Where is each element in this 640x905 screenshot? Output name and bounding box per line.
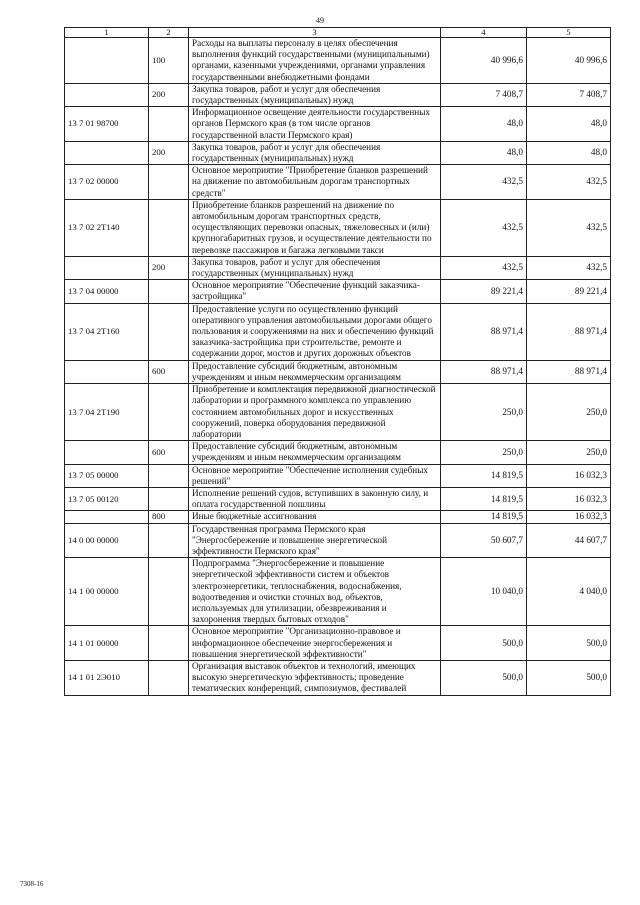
amount-col5-cell: 44 607,7 <box>527 523 611 558</box>
amount-col5-cell: 432,5 <box>527 256 611 279</box>
header-cell: 2 <box>149 28 189 38</box>
amount-col5-cell: 88 971,4 <box>527 303 611 360</box>
amount-col5-cell: 16 032,3 <box>527 487 611 510</box>
expense-type-cell: 800 <box>149 511 189 523</box>
item-name-cell: Информационное освещение деятельности государственных органов Пермского края (в том числе органов государственной власти Пермского края) <box>189 107 441 142</box>
item-name-cell: Подпрограмма "Энергосбережение и повышение энергетической эффективности систем и объектов электроэнергетики, теплоснабжения, водоснабжения, водоотведения и очистки сточных вод, объектов, используемых для утилизации, обезвреживания и захоронения твердых бытовых отходов" <box>189 558 441 626</box>
expense-type-cell <box>149 280 189 303</box>
item-name-cell: Приобретение и комплектация передвижной диагностической лаборатории и программного комплекса по управлению состоянием автомобильных дорог и искусственных сооружений, поверка оборудования передвижной лаборатории <box>189 384 441 441</box>
table-row <box>65 464 611 487</box>
expense-type-cell: 100 <box>149 38 189 84</box>
amount-col5-cell: 432,5 <box>527 199 611 256</box>
amount-col4-cell: 250,0 <box>441 441 527 464</box>
target-code-cell <box>65 38 149 84</box>
item-name-cell: Организация выставок объектов и технологий, имеющих высокую энергетическую эффективность; проведение тематических конференций, симпозиумов, фестивалей <box>189 660 441 695</box>
table-row <box>65 360 611 383</box>
amount-col4-cell: 50 607,7 <box>441 523 527 558</box>
table-row <box>65 38 611 84</box>
amount-col5-cell: 89 221,4 <box>527 280 611 303</box>
target-code-cell: 14 1 01 2Э010 <box>65 660 149 695</box>
item-name-cell: Приобретение бланков разрешений на движение по автомобильным дорогам транспортных средств, осуществляющих перевозки опасных, тяжеловесных и (или) крупногабаритных грузов, и осуществление деятельности по перевозке пассажиров и багажа легковыми такси <box>189 199 441 256</box>
target-code-cell <box>65 441 149 464</box>
table-row <box>65 280 611 303</box>
target-code-cell: 13 7 05 00120 <box>65 487 149 510</box>
target-code-cell <box>65 360 149 383</box>
item-name-cell: Иные бюджетные ассигнования <box>189 511 441 523</box>
amount-col4-cell: 432,5 <box>441 256 527 279</box>
amount-col5-cell: 48,0 <box>527 141 611 164</box>
table-row <box>65 199 611 256</box>
amount-col4-cell: 48,0 <box>441 107 527 142</box>
target-code-cell: 14 1 00 00000 <box>65 558 149 626</box>
target-code-cell <box>65 256 149 279</box>
header-cell: 4 <box>441 28 527 38</box>
target-code-cell: 13 7 04 2Т160 <box>65 303 149 360</box>
item-name-cell: Расходы на выплаты персоналу в целях обеспечения выполнения функций государственными (муниципальными) органами, казенными учреждениями, органами управления государственными внебюджетными фондами <box>189 38 441 84</box>
target-code-cell: 13 7 02 00000 <box>65 165 149 200</box>
expense-type-cell <box>149 303 189 360</box>
amount-col5-cell: 16 032,3 <box>527 464 611 487</box>
amount-col4-cell: 40 996,6 <box>441 38 527 84</box>
document-footer-code: 7308-16 <box>20 880 44 888</box>
item-name-cell: Основное мероприятие "Приобретение бланков разрешений на движение по автомобильным дорогам транспортных средств" <box>189 165 441 200</box>
amount-col5-cell: 432,5 <box>527 165 611 200</box>
item-name-cell: Закупка товаров, работ и услуг для обеспечения государственных (муниципальных) нужд <box>189 83 441 106</box>
expense-type-cell <box>149 107 189 142</box>
item-name-cell: Предоставление субсидий бюджетным, автономным учреждениям и иным некоммерческим организациям <box>189 441 441 464</box>
amount-col4-cell: 432,5 <box>441 199 527 256</box>
expense-type-cell: 600 <box>149 441 189 464</box>
table-row <box>65 511 611 523</box>
amount-col4-cell: 250,0 <box>441 384 527 441</box>
amount-col4-cell: 500,0 <box>441 626 527 661</box>
item-name-cell: Государственная программа Пермского края "Энергосбережение и повышение энергетической эффективности Пермского края" <box>189 523 441 558</box>
table-row <box>65 384 611 441</box>
amount-col5-cell: 40 996,6 <box>527 38 611 84</box>
expense-type-cell <box>149 660 189 695</box>
amount-col4-cell: 14 819,5 <box>441 464 527 487</box>
item-name-cell: Закупка товаров, работ и услуг для обеспечения государственных (муниципальных) нужд <box>189 141 441 164</box>
amount-col4-cell: 48,0 <box>441 141 527 164</box>
table-row <box>65 626 611 661</box>
target-code-cell: 13 7 01 98700 <box>65 107 149 142</box>
table-row <box>65 141 611 164</box>
expense-type-cell <box>149 199 189 256</box>
expense-type-cell <box>149 523 189 558</box>
amount-col4-cell: 88 971,4 <box>441 303 527 360</box>
target-code-cell: 14 1 01 00000 <box>65 626 149 661</box>
table-row <box>65 107 611 142</box>
budget-table <box>64 27 611 696</box>
header-row <box>65 28 611 38</box>
item-name-cell: Исполнение решений судов, вступивших в законную силу, и оплата государственной пошлины <box>189 487 441 510</box>
expense-type-cell: 200 <box>149 141 189 164</box>
item-name-cell: Основное мероприятие "Обеспечение исполнения судебных решений" <box>189 464 441 487</box>
expense-type-cell <box>149 384 189 441</box>
amount-col5-cell: 7 408,7 <box>527 83 611 106</box>
target-code-cell: 13 7 04 00000 <box>65 280 149 303</box>
amount-col4-cell: 432,5 <box>441 165 527 200</box>
target-code-cell: 13 7 05 00000 <box>65 464 149 487</box>
item-name-cell: Предоставление субсидий бюджетным, автономным учреждениям и иным некоммерческим организациям <box>189 360 441 383</box>
target-code-cell <box>65 511 149 523</box>
amount-col4-cell: 14 819,5 <box>441 511 527 523</box>
target-code-cell <box>65 83 149 106</box>
expense-type-cell <box>149 626 189 661</box>
expense-type-cell: 200 <box>149 83 189 106</box>
target-code-cell <box>65 141 149 164</box>
amount-col5-cell: 250,0 <box>527 384 611 441</box>
header-cell: 3 <box>189 28 441 38</box>
target-code-cell: 13 7 04 2Т190 <box>65 384 149 441</box>
item-name-cell: Основное мероприятие "Обеспечение функций заказчика-застройщика" <box>189 280 441 303</box>
table-row <box>65 523 611 558</box>
header-cell: 1 <box>65 28 149 38</box>
amount-col5-cell: 16 032,3 <box>527 511 611 523</box>
amount-col5-cell: 4 040,0 <box>527 558 611 626</box>
item-name-cell: Предоставление услуги по осуществлению функций оперативного управления автомобильными дорогами общего пользования и сооружениями на них и обеспечению функций заказчика-застройщика при строительстве, ремонте и содержании дорог, мостов и других дорожных объектов <box>189 303 441 360</box>
amount-col5-cell: 500,0 <box>527 660 611 695</box>
item-name-cell: Основное мероприятие "Организационно-правовое и информационное обеспечение энергосбережения и повышения энергетической эффективности" <box>189 626 441 661</box>
table-row <box>65 256 611 279</box>
amount-col4-cell: 88 971,4 <box>441 360 527 383</box>
expense-type-cell <box>149 464 189 487</box>
page-number: 49 <box>316 16 324 25</box>
table-row <box>65 487 611 510</box>
table-row <box>65 303 611 360</box>
table-row <box>65 83 611 106</box>
amount-col5-cell: 48,0 <box>527 107 611 142</box>
expense-type-cell <box>149 487 189 510</box>
amount-col4-cell: 89 221,4 <box>441 280 527 303</box>
expense-type-cell: 600 <box>149 360 189 383</box>
expense-type-cell <box>149 558 189 626</box>
amount-col5-cell: 500,0 <box>527 626 611 661</box>
item-name-cell: Закупка товаров, работ и услуг для обеспечения государственных (муниципальных) нужд <box>189 256 441 279</box>
amount-col4-cell: 7 408,7 <box>441 83 527 106</box>
table-row <box>65 441 611 464</box>
table-row <box>65 165 611 200</box>
target-code-cell: 13 7 02 2Т140 <box>65 199 149 256</box>
target-code-cell: 14 0 00 00000 <box>65 523 149 558</box>
amount-col4-cell: 10 040,0 <box>441 558 527 626</box>
amount-col4-cell: 14 819,5 <box>441 487 527 510</box>
amount-col5-cell: 88 971,4 <box>527 360 611 383</box>
amount-col4-cell: 500,0 <box>441 660 527 695</box>
amount-col5-cell: 250,0 <box>527 441 611 464</box>
table-row <box>65 660 611 695</box>
expense-type-cell: 200 <box>149 256 189 279</box>
expense-type-cell <box>149 165 189 200</box>
table-row <box>65 558 611 626</box>
header-cell: 5 <box>527 28 611 38</box>
